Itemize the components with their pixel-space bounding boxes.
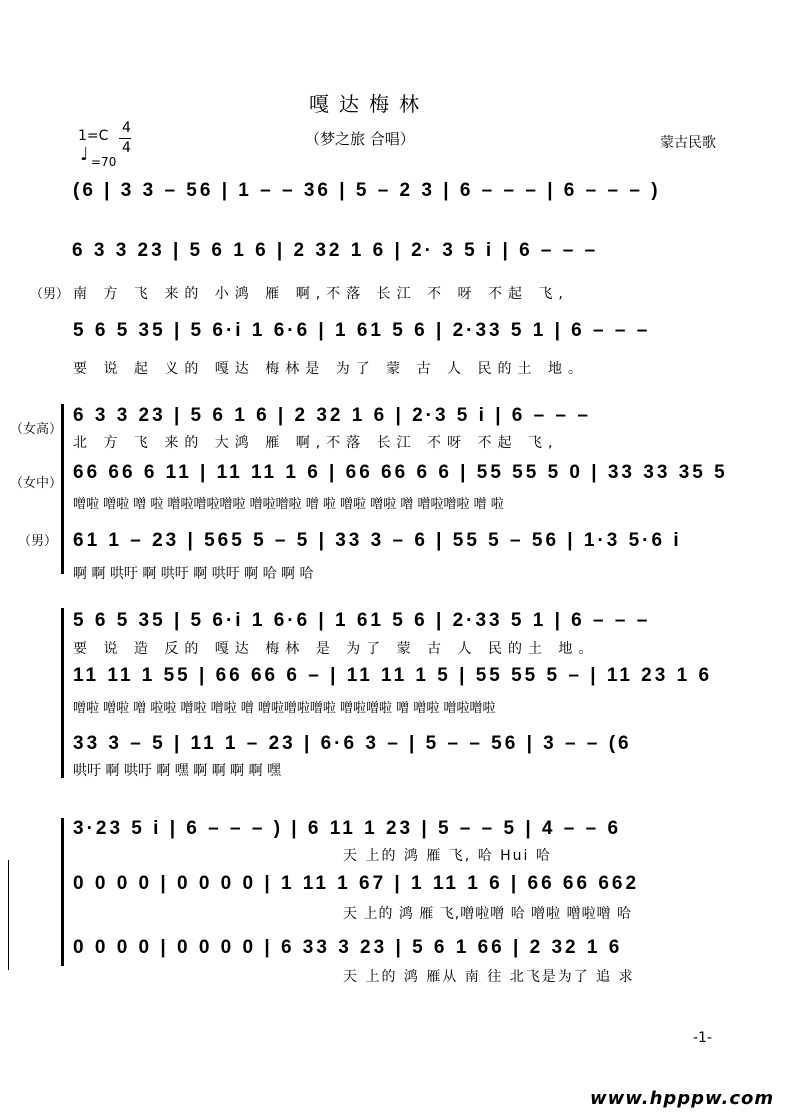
time-signature-top: 4: [122, 120, 131, 136]
site-watermark: www.hpppw.com: [590, 1088, 775, 1109]
voice-label-male-2: （男）: [18, 534, 58, 549]
time-signature-bottom: 4: [122, 140, 131, 156]
author-credit: 蒙古民歌: [660, 135, 716, 151]
score-row-2-notes: 5 6 5 35 | 5 6·i 1 6·6 | 1 61 5 6 | 2·33 5 1 | 6 – – –: [73, 320, 651, 341]
score-row-4-lyrics: 噌啦 噌啦 噌 啦 噌啦噌啦噌啦 噌啦噌啦 噌 啦 噌啦 噌啦 噌 噌啦噌啦 噌 啦: [73, 497, 504, 512]
score-row-6-lyrics: 要 说 造 反的 嘎达 梅林 是 为了 蒙 古 人 民的土 地。: [73, 641, 599, 657]
voice-label-alto: （女中）: [10, 476, 63, 491]
score-row-1-lyrics: 南 方 飞 来的 小鸿 雁 啊,不落 长江 不 呀 不起 飞,: [73, 286, 569, 302]
score-row-11-notes: 0 0 0 0 | 0 0 0 0 | 6 33 3 23 | 5 6 1 66 | 2 32 1 6: [73, 937, 623, 958]
voice-label-male: （男）: [30, 287, 70, 302]
score-row-5-notes: 61 1 – 23 | 565 5 – 5 | 33 3 – 6 | 55 5 – 56 | 1·3 5·6 i: [73, 530, 682, 551]
quarter-note-icon: ♩: [80, 144, 89, 165]
system-brace-3: [61, 818, 64, 966]
voice-label-soprano: （女高）: [10, 422, 63, 437]
score-row-3-notes: 6 3 3 23 | 5 6 1 6 | 2 32 1 6 | 2·3 5 i | 6 – – –: [73, 405, 591, 426]
score-row-11-lyrics: 天 上的 鸿 雁从 南 往 北飞是为了 追 求: [343, 969, 635, 985]
score-row-5-lyrics: 啊 啊 哄吁 啊 哄吁 啊 哄吁 啊 哈 啊 哈: [73, 566, 314, 582]
system-brace-2: [61, 608, 64, 778]
score-row-7-lyrics: 噌啦 噌啦 噌 啦啦 噌啦 噌啦 噌 噌啦噌啦噌啦 噌啦噌啦 噌 噌啦 噌啦噌啦: [73, 701, 496, 716]
score-row-8-notes: 33 3 – 5 | 11 1 – 23 | 6·6 3 – | 5 – – 56 | 3 – – (6: [73, 733, 632, 754]
score-row-2-lyrics: 要 说 起 义的 嘎达 梅林是 为了 蒙 古 人 民的土 地。: [73, 361, 588, 377]
score-row-3-lyrics: 北 方 飞 来的 大鸿 雁 啊,不落 长江 不呀 不起 飞,: [73, 435, 559, 451]
score-row-10-notes: 0 0 0 0 | 0 0 0 0 | 1 11 1 67 | 1 11 1 6 | 66 66 662: [73, 873, 640, 894]
score-row-4-notes: 66 66 6 11 | 11 11 1 6 | 66 66 6 6 | 55 55 5 0 | 33 33 35 5: [73, 462, 728, 483]
score-row-10-lyrics: 天 上的 鸿 雁 飞,噌啦噌 哈 噌啦 噌啦噌 哈: [343, 906, 633, 922]
song-subtitle: （梦之旅 合唱）: [305, 130, 415, 148]
key-signature: 1=C: [78, 128, 109, 144]
score-row-8-lyrics: 哄吁 啊 哄吁 啊 嘿 啊 啊 啊 啊 嘿: [73, 763, 282, 779]
system-left-line: [8, 860, 9, 970]
score-row-intro: (6 | 3 3 – 56 | 1 – – 36 | 5 – 2 3 | 6 – – – | 6 – – – ): [73, 180, 661, 201]
score-row-6-notes: 5 6 5 35 | 5 6·i 1 6·6 | 1 61 5 6 | 2·33 5 1 | 6 – – –: [73, 610, 651, 631]
score-row-9-lyrics: 天 上的 鸿 雁 飞, 哈 Hui 哈: [343, 848, 552, 864]
song-title: 嘎达梅林: [309, 92, 429, 116]
page-number: -1-: [693, 1030, 713, 1046]
time-signature-line: [119, 138, 131, 139]
score-row-1-notes: 6 3 3 23 | 5 6 1 6 | 2 32 1 6 | 2· 3 5 i | 6 – – –: [72, 240, 599, 261]
tempo-marking: =70: [91, 155, 117, 169]
score-row-7-notes: 11 11 1 55 | 66 66 6 – | 11 11 1 5 | 55 55 5 – | 11 23 1 6: [73, 665, 713, 686]
score-row-9-notes: 3·23 5 i | 6 – – – ) | 6 11 1 23 | 5 – – 5 | 4 – – 6: [73, 818, 622, 839]
